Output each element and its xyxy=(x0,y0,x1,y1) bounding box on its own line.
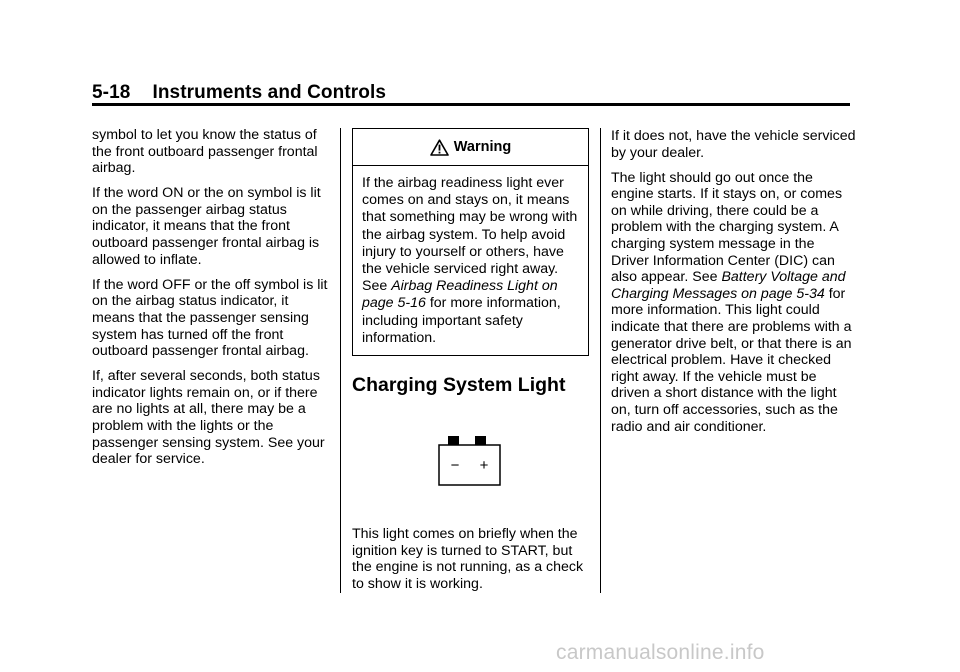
page-header xyxy=(92,82,850,104)
paragraph xyxy=(611,170,856,436)
section-heading: Charging System Light xyxy=(352,374,566,397)
paragraph: If it does not, have the vehicle serviced by your dealer. xyxy=(611,128,856,161)
header-rule xyxy=(92,103,850,106)
page-number: 5-18 xyxy=(92,82,131,103)
paragraph-text: The light should go out once the engine starts. If it stays on, or comes on while driving, there could be a problem with the charging system. A charging system message in the Driver Information Center (DIC) can also appear. See xyxy=(611,169,843,286)
battery-plus-label: + xyxy=(479,457,489,475)
warning-text-end: for more information, including important safety information. xyxy=(362,295,561,346)
warning-title: Warning xyxy=(453,138,512,155)
paragraph: If the word OFF or the off symbol is lit on the airbag status indicator, it means that the passenger sensing system has turned off the front outboard passenger frontal airbag. xyxy=(92,276,328,360)
watermark: carmanualsonline.info xyxy=(556,641,765,664)
warning-triangle-icon xyxy=(430,139,449,156)
paragraph: If the word ON or the on symbol is lit on the passenger airbag status indicator, it means that the front outboard passenger frontal airbag is allowed to inflate. xyxy=(92,185,321,268)
header-title xyxy=(92,82,850,104)
battery-minus-label: − xyxy=(450,457,460,475)
column-divider xyxy=(340,128,341,593)
battery-icon xyxy=(438,436,504,494)
warning-header xyxy=(353,129,588,166)
battery-messages-link[interactable]: Battery Voltage and Charging Messages on page 5-34 xyxy=(611,269,846,302)
section-name: Instruments and Controls xyxy=(152,82,387,103)
charging-description: This light comes on briefly when the ignition key is turned to START, but the engine is not running, as a check to show it is working. xyxy=(352,526,584,592)
paragraph: If, after several seconds, both status indicator lights remain on, or if there are no lights at all, there may be a problem with the lights or the passenger sensing system. See your dealer for service. xyxy=(92,368,325,468)
paragraph: symbol to let you know the status of the front outboard passenger frontal airbag. xyxy=(92,127,318,177)
warning-box xyxy=(352,128,589,356)
warning-reference-link[interactable]: Airbag Readiness Light on page 5-16 xyxy=(362,278,558,312)
column-2 xyxy=(352,128,589,592)
warning-text: If the airbag readiness light ever comes on and stays on, it means that something may be wrong with the airbag system. To help avoid injury to yourself or others, have the vehicle serviced right away. See xyxy=(362,175,578,295)
column-1 xyxy=(92,127,332,476)
column-divider xyxy=(600,128,601,593)
column-3 xyxy=(611,128,856,444)
warning-body xyxy=(353,166,588,355)
paragraph-text-end: for more information. This light could indicate that there are problems with a generator drive belt, or that there is an electrical problem. Have it checked right away. If the vehicle must be driven a short distance with the light on, turn off accessories, such as the radio and air conditioner. xyxy=(611,285,852,435)
